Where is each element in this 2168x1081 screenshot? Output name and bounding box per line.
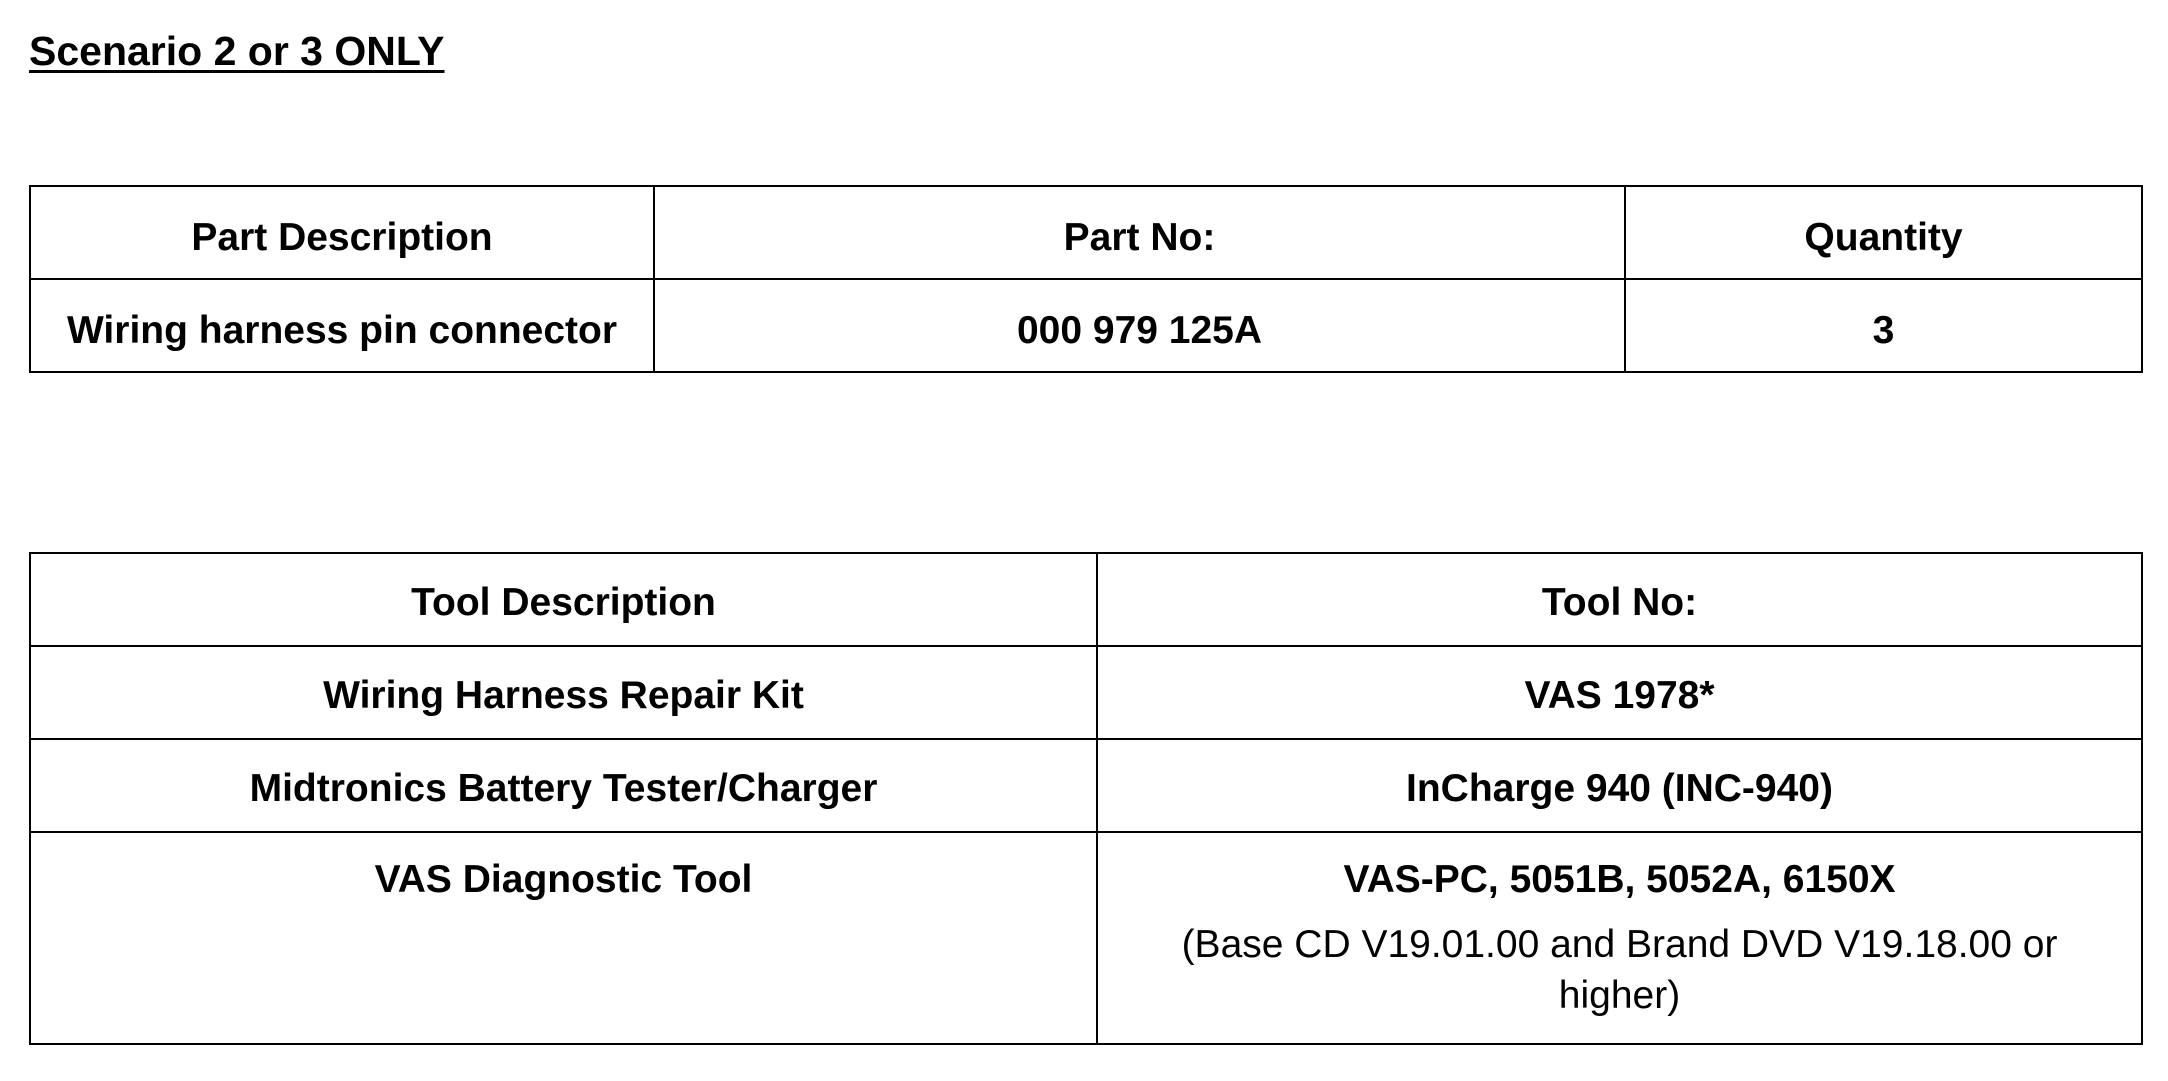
quantity-cell: 3 (1625, 279, 2142, 372)
tool-description-cell: VAS Diagnostic Tool (30, 832, 1097, 1044)
parts-table-header-row (30, 186, 2142, 279)
tool-description-cell: Midtronics Battery Tester/Charger (30, 739, 1097, 832)
quantity-header: Quantity (1625, 186, 2142, 279)
part-number-header: Part No: (654, 186, 1625, 279)
table-row (30, 739, 2142, 832)
part-number-cell: 000 979 125A (654, 279, 1625, 372)
part-description-cell: Wiring harness pin connector (30, 279, 654, 372)
parts-table (29, 185, 2143, 373)
table-row (30, 279, 2142, 372)
tool-number-cell (1097, 832, 2142, 1044)
table-row (30, 646, 2142, 739)
tool-number-cell: VAS 1978* (1097, 646, 2142, 739)
page-heading: Scenario 2 or 3 ONLY (29, 28, 445, 74)
tool-description-cell: Wiring Harness Repair Kit (30, 646, 1097, 739)
tool-version-note: (Base CD V19.01.00 and Brand DVD V19.18.00 or higher) (1181, 923, 2058, 1017)
tool-description-header: Tool Description (30, 553, 1097, 646)
tools-table-header-row (30, 553, 2142, 646)
tool-number-value: VAS-PC, 5051B, 5052A, 6150X (1343, 858, 1896, 901)
tool-number-cell: InCharge 940 (INC-940) (1097, 739, 2142, 832)
tools-table (29, 552, 2143, 1045)
part-description-header: Part Description (30, 186, 654, 279)
tool-number-header: Tool No: (1097, 553, 2142, 646)
table-row (30, 832, 2142, 1044)
